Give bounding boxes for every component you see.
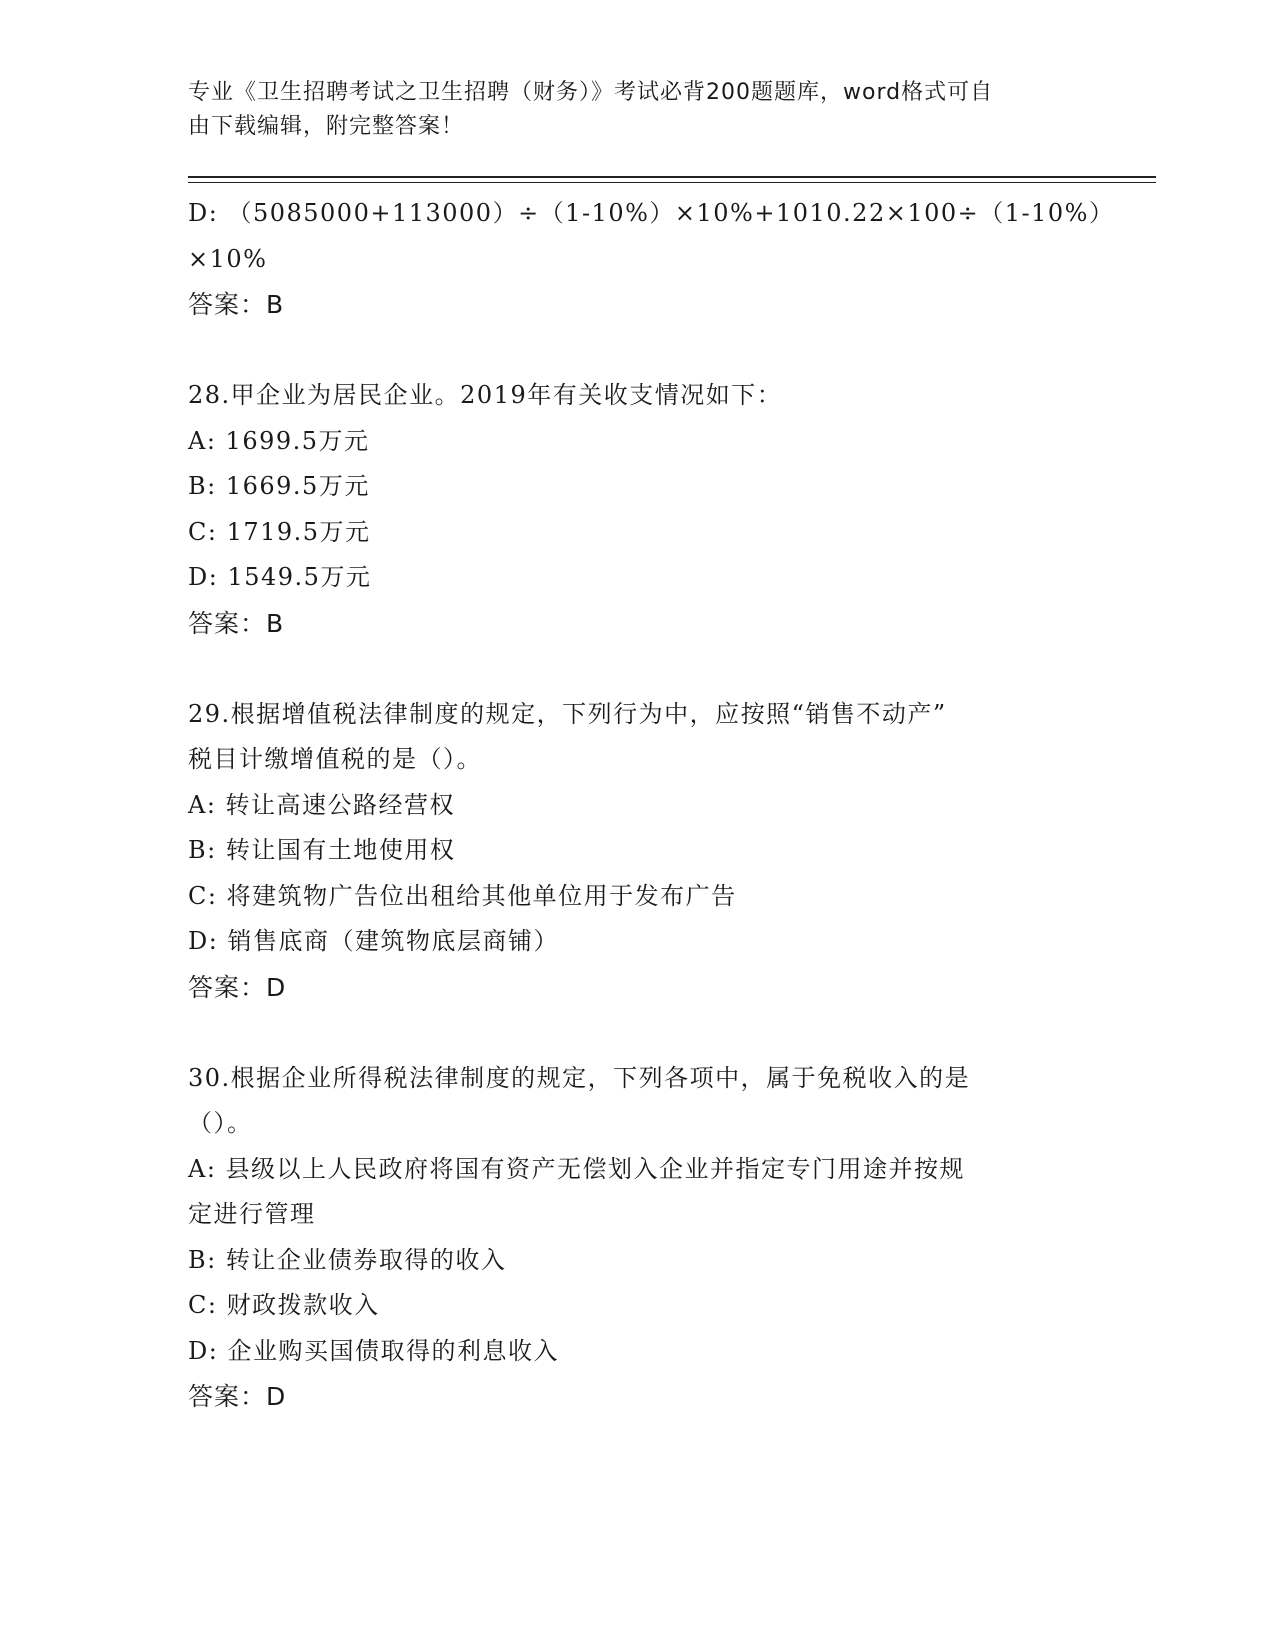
question-stem-line-1: 30.根据企业所得税法律制度的规定，下列各项中，属于免税收入的是 (188, 1063, 971, 1092)
option-c: C: 将建筑物广告位出租给其他单位用于发布广告 (188, 881, 737, 910)
option-d: D: 1549.5万元 (188, 563, 372, 591)
answer: 答案：D (188, 1382, 287, 1411)
question-28 (188, 373, 1088, 646)
option-c: C: 财政拨款收入 (188, 1291, 380, 1319)
option-a-line-2: 定进行管理 (188, 1200, 316, 1228)
option-d: D: 销售底商（建筑物底层商铺） (188, 927, 559, 955)
answer: 答案：B (188, 290, 285, 319)
question-stem-line-1: 29.根据增值税法律制度的规定，下列行为中，应按照“销售不动产” (188, 699, 947, 728)
option-a: A: 1699.5万元 (188, 426, 370, 455)
option-a: A: 转让高速公路经营权 (188, 790, 456, 819)
option-d: D: 企业购买国债取得的利息收入 (188, 1336, 559, 1365)
header-line-2: 由下载编辑，附完整答案！ (188, 114, 465, 139)
option-a-line-1: A: 县级以上人民政府将国有资产无偿划入企业并指定专门用途并按规 (188, 1154, 966, 1183)
option-b: B: 1669.5万元 (188, 472, 370, 500)
answer: 答案：D (188, 972, 287, 1002)
document-header (188, 76, 1068, 144)
spacer (188, 1010, 1088, 1056)
question-27-tail (188, 191, 1115, 328)
question-stem: 28.甲企业为居民企业。2019年有关收支情况如下： (188, 381, 783, 409)
header-line-1: 专业《卫生招聘考试之卫生招聘（财务）》考试必背200题题库，word格式可自 (188, 80, 994, 105)
option-c: C: 1719.5万元 (188, 517, 371, 546)
question-30 (188, 1056, 1088, 1420)
answer: 答案：B (188, 608, 285, 638)
option-d-line-2: ×10% (188, 244, 268, 273)
question-stem-line-2: 税目计缴增值税的是（）。 (188, 745, 482, 773)
option-d-line-1: D: （5085000+113000）÷（1-10%）×10%+1010.22×100÷（1-10%） (188, 199, 1115, 227)
header-divider-thick (188, 176, 1156, 178)
option-b: B: 转让国有土地使用权 (188, 836, 456, 864)
question-29 (188, 692, 1088, 1011)
spacer (188, 328, 1088, 374)
header-divider-thin (188, 182, 1156, 183)
option-b: B: 转让企业债券取得的收入 (188, 1245, 507, 1274)
spacer (188, 646, 1088, 692)
question-stem-line-2: （）。 (188, 1109, 253, 1137)
question-list (188, 191, 1115, 1420)
